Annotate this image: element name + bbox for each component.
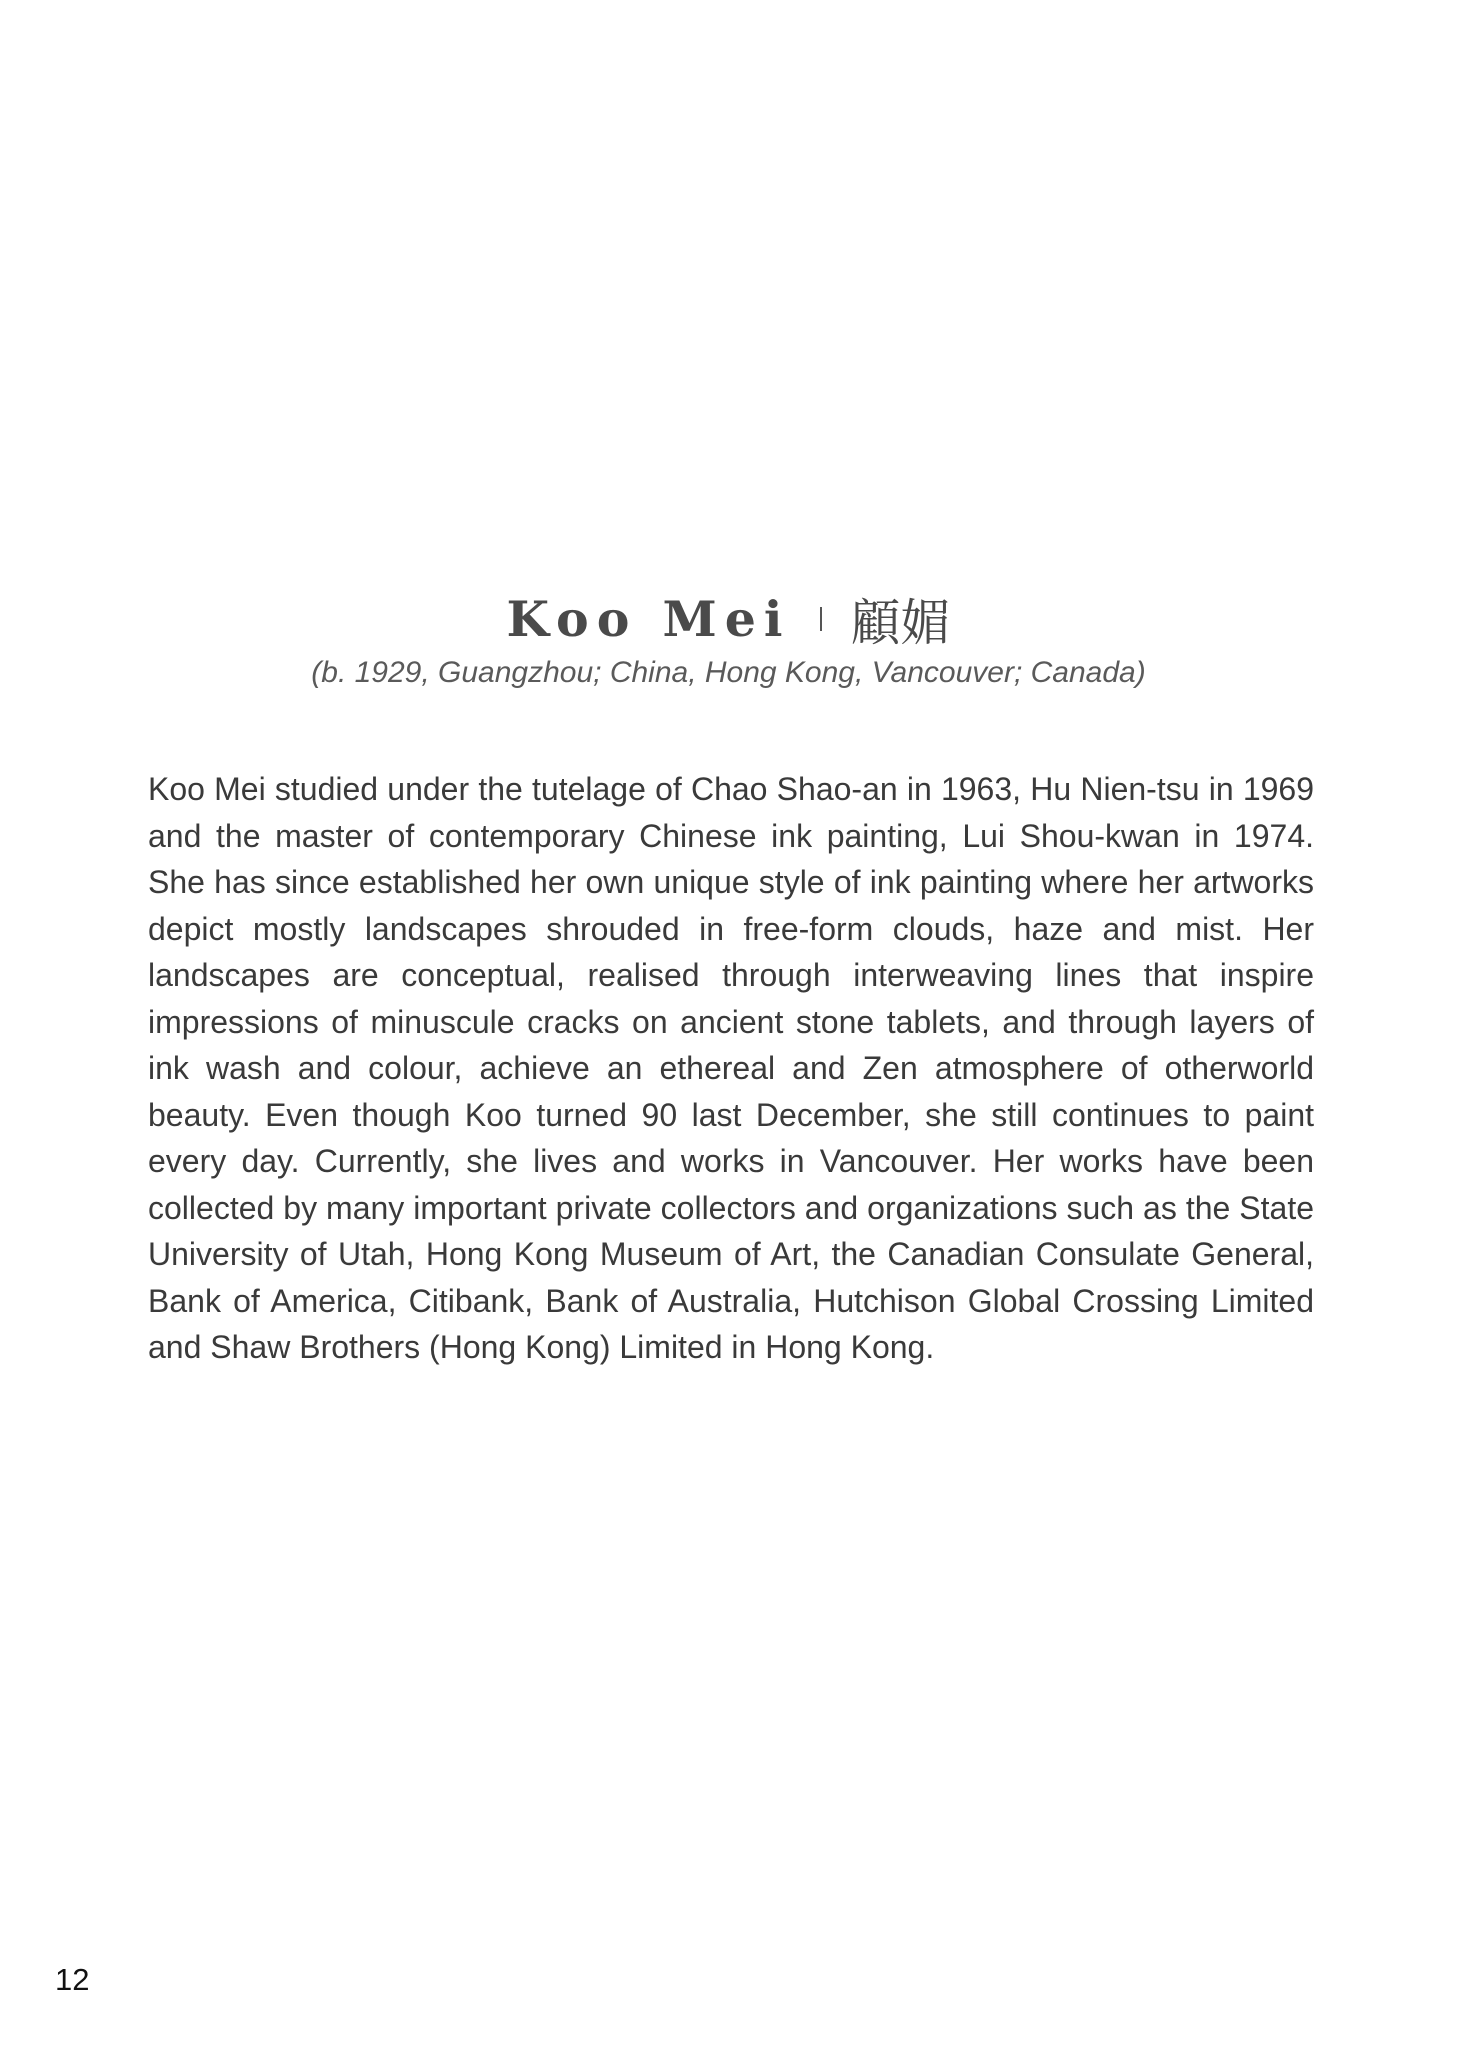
page-number: 12	[55, 1962, 90, 1997]
artist-bio-line: (b. 1929, Guangzhou; China, Hong Kong, Vancouver; Canada)	[311, 656, 1146, 689]
artist-name-english: Koo Mei	[506, 590, 791, 648]
artist-name-chinese: 顧媚	[850, 594, 951, 652]
biography-paragraph: Koo Mei studied under the tutelage of Chao Shao-an in 1963, Hu Nien-tsu in 1969 and the master of contemporary Chinese ink painting, Lui Shou-kwan in 1974. She has since established her own unique style of ink painting where her artworks depict mostly landscapes shrouded in free-form clouds, haze and mist. Her landscapes are conceptual, realised through interweaving lines that inspire impressions of minuscule cracks on ancient stone tablets, and through layers of ink wash and colour, achieve an ethereal and Zen atmosphere of otherworld beauty. Even though Koo turned 90 last December, she still continues to paint every day. Currently, she lives and works in Vancouver. Her works have been collected by many important private collectors and organizations such as the State University of Utah, Hong Kong Museum of Art, the Canadian Consulate General, Bank of America, Citibank, Bank of Australia, Hutchison Global Crossing Limited and Shaw Brothers (Hong Kong) Limited in Hong Kong.	[148, 771, 1314, 1365]
heading-separator	[820, 607, 822, 631]
artist-heading	[0, 583, 1457, 655]
